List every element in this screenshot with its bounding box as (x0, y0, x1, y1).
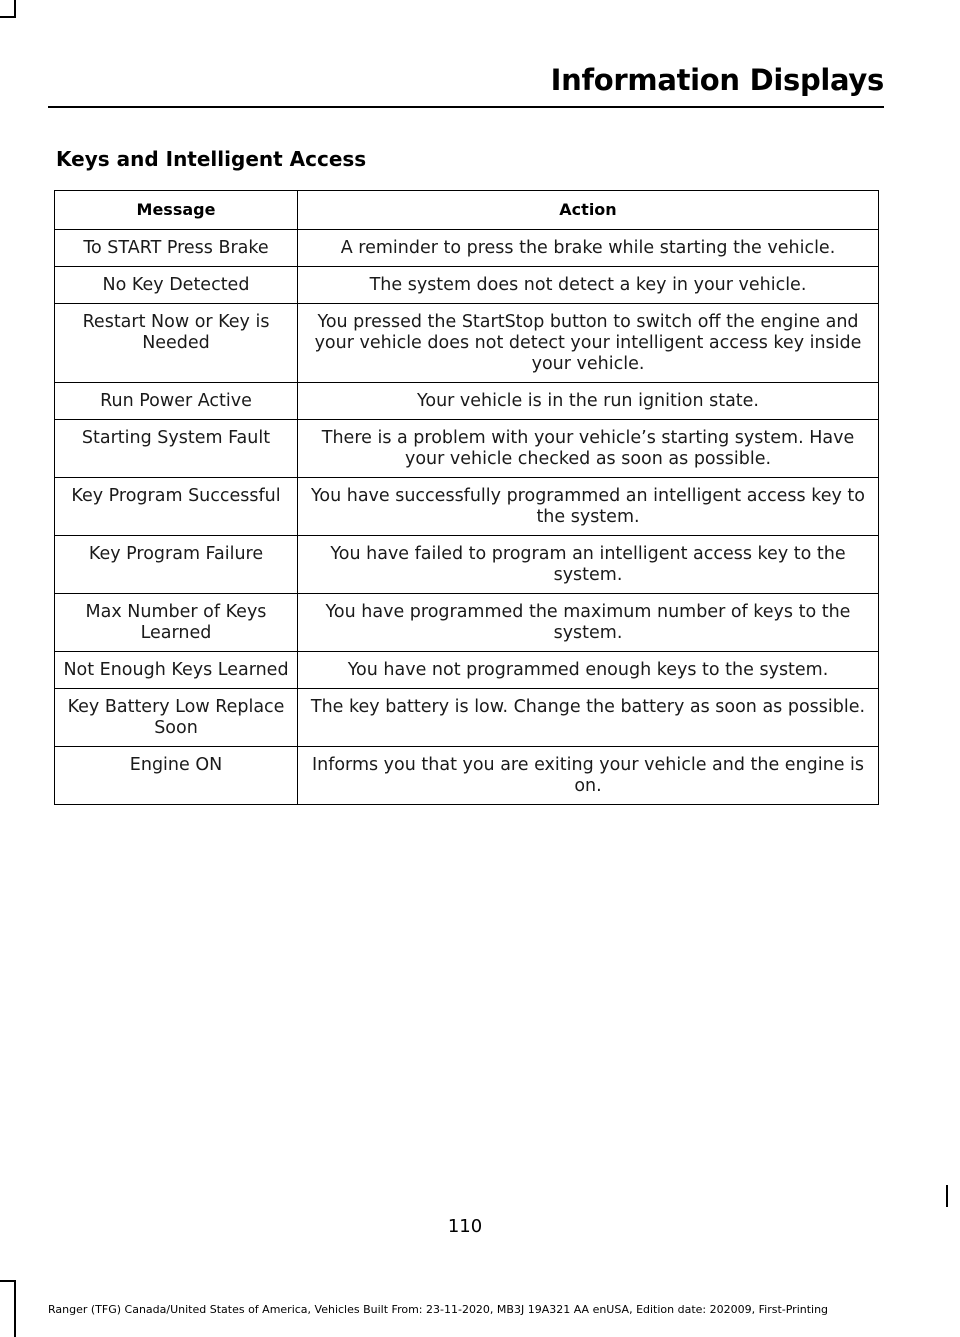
action-cell: The key battery is low. Change the battery as soon as possible. (298, 689, 879, 747)
section-title: Keys and Intelligent Access (56, 147, 367, 171)
action-cell: You have failed to program an intelligent access key to the system. (298, 536, 879, 594)
table-row (55, 420, 879, 478)
page-number: 110 (447, 1216, 483, 1237)
action-cell: You have not programmed enough keys to the system. (298, 652, 879, 689)
crop-mark-bottom-left (14, 1280, 16, 1337)
action-cell: You have successfully programmed an intelligent access key to the system. (298, 478, 879, 536)
table-header-row (55, 191, 879, 230)
table-row (55, 478, 879, 536)
message-cell: Key Battery Low Replace Soon (55, 689, 298, 747)
table-row (55, 383, 879, 420)
messages-table (54, 190, 879, 805)
action-cell: A reminder to press the brake while starting the vehicle. (298, 230, 879, 267)
message-cell: Engine ON (55, 747, 298, 805)
column-header-action: Action (298, 191, 879, 230)
message-cell: Key Program Successful (55, 478, 298, 536)
action-cell: The system does not detect a key in your vehicle. (298, 267, 879, 304)
crop-mark-bottom-left-horizontal (0, 1280, 16, 1282)
message-cell: Not Enough Keys Learned (55, 652, 298, 689)
table-row (55, 267, 879, 304)
action-cell: Your vehicle is in the run ignition state. (298, 383, 879, 420)
table-row (55, 652, 879, 689)
table-row (55, 689, 879, 747)
message-cell: Max Number of Keys Learned (55, 594, 298, 652)
action-cell: There is a problem with your vehicle’s starting system. Have your vehicle checked as soon as possible. (298, 420, 879, 478)
page-title: Information Displays (550, 63, 884, 97)
message-cell: No Key Detected (55, 267, 298, 304)
action-cell: You pressed the StartStop button to switch off the engine and your vehicle does not detect your intelligent access key inside your vehicle. (298, 304, 879, 383)
page-header (48, 58, 884, 102)
crop-mark-right-edge (946, 1185, 948, 1207)
header-divider (48, 106, 884, 108)
message-cell: Starting System Fault (55, 420, 298, 478)
message-cell: Restart Now or Key is Needed (55, 304, 298, 383)
table-row (55, 304, 879, 383)
message-cell: To START Press Brake (55, 230, 298, 267)
message-cell: Run Power Active (55, 383, 298, 420)
table-row (55, 747, 879, 805)
action-cell: Informs you that you are exiting your vehicle and the engine is on. (298, 747, 879, 805)
table-row (55, 230, 879, 267)
action-cell: You have programmed the maximum number of keys to the system. (298, 594, 879, 652)
message-cell: Key Program Failure (55, 536, 298, 594)
table-row (55, 594, 879, 652)
table-row (55, 536, 879, 594)
column-header-message: Message (55, 191, 298, 230)
footer-text: Ranger (TFG) Canada/United States of America, Vehicles Built From: 23-11-2020, MB3J 19A321 AA enUSA, Edition date: 202009, First-Printing (48, 1303, 829, 1316)
crop-mark-top-left-horizontal (0, 16, 16, 18)
